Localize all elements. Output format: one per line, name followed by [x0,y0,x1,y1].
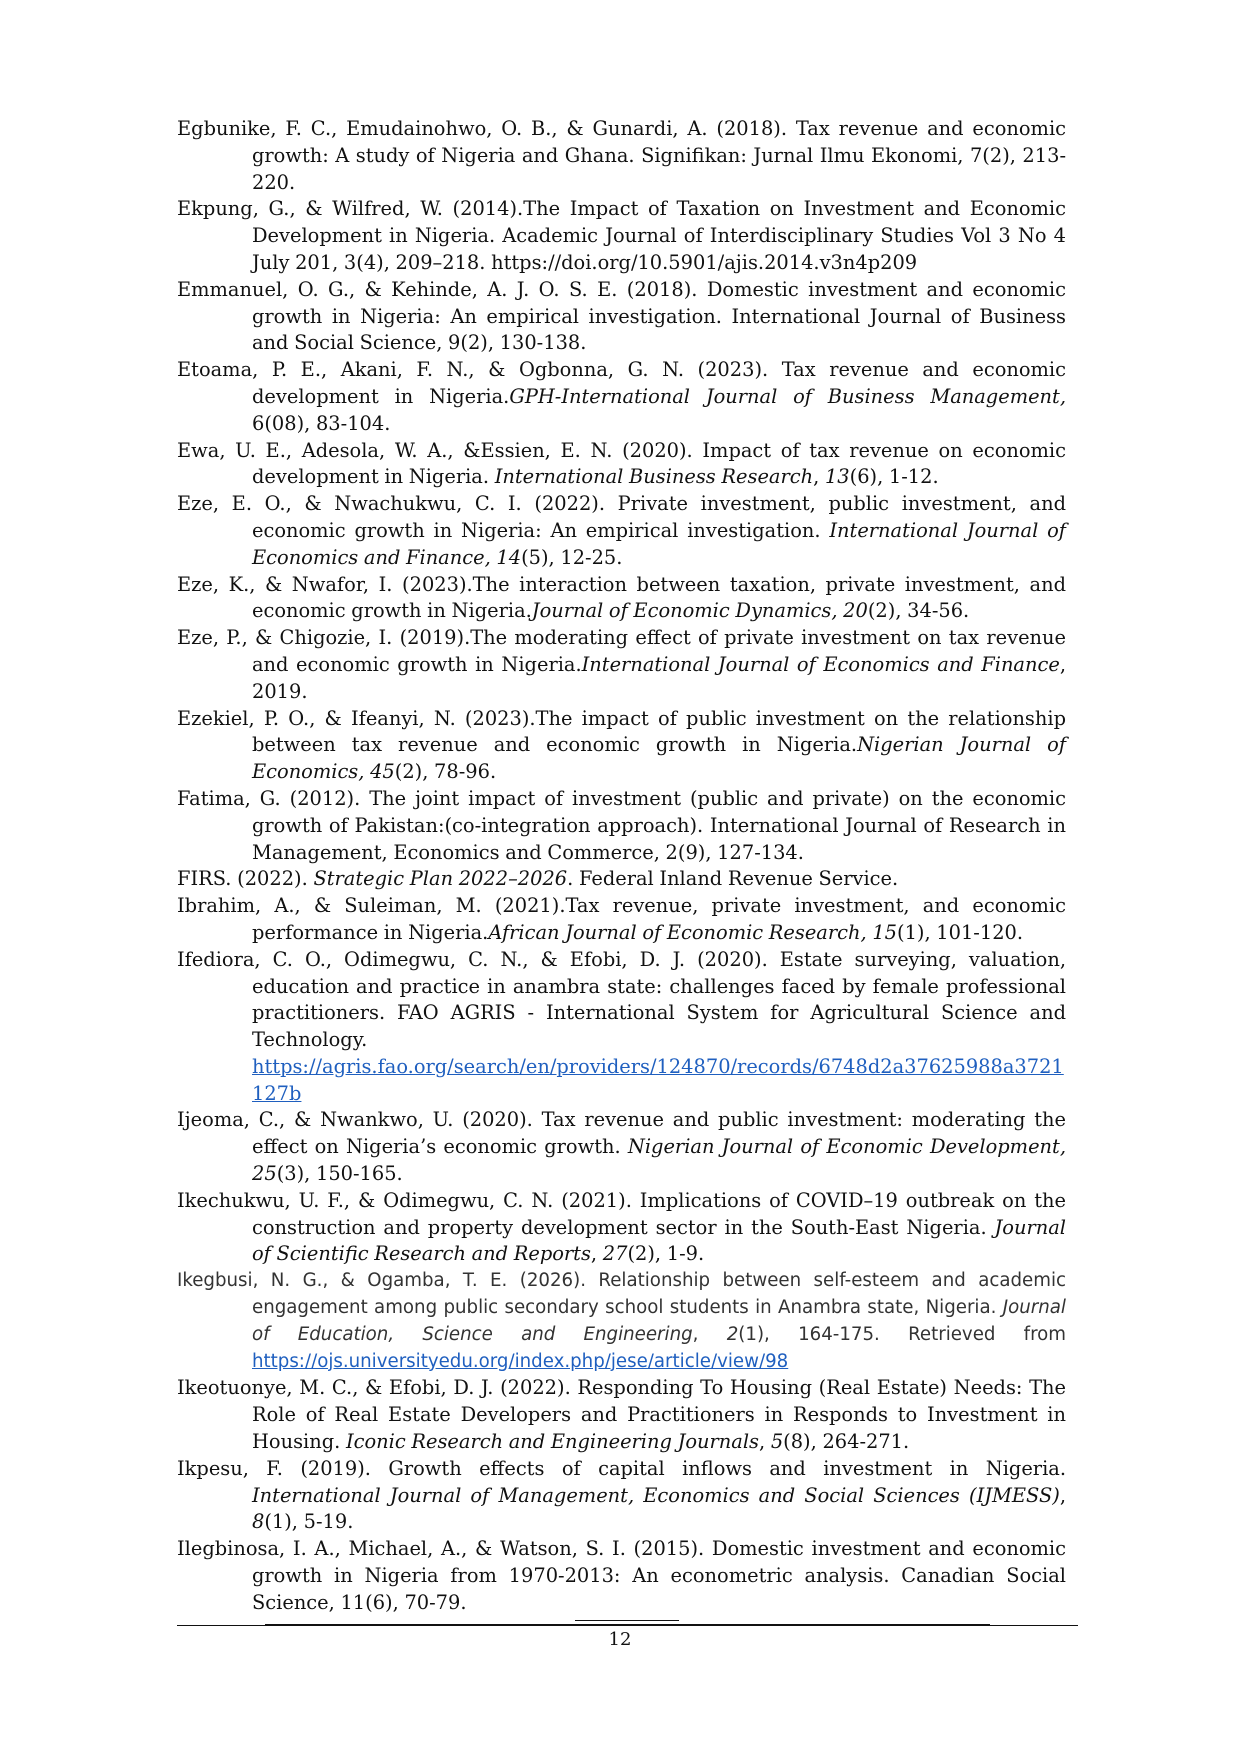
reference-italic-text: International Business Research [494,465,814,489]
page-number: 12 [608,1629,632,1650]
reference-entry [177,1188,1066,1268]
reference-italic-text: African Journal of Economic Research, 15 [488,920,897,944]
reference-text: , 2019. [252,652,1066,703]
reference-entry [177,706,1066,786]
reference-text: Fatima, G. (2012). The joint impact of investment (public and private) on the economic growth of Pakistan:(co-integration approach). International Journal of Research in Management, Economics and Commerce, 2(9), 127-134. [177,786,1066,864]
reference-italic-text: 5 [770,1430,784,1454]
reference-entry [177,277,1066,357]
reference-text: Etoama, P. E., Akani, F. N., & Ogbonna, G. N. (2023). Tax revenue and economic development in Nigeria. [177,358,1066,408]
reference-text: (5), 12-25. [521,545,623,569]
reference-text: (8), 264-271. [783,1430,910,1454]
reference-entry [177,866,1066,893]
reference-text: Ibrahim, A., & Suleiman, M. (2021).Tax revenue, private investment, and economic performance in Nigeria. [177,894,1066,944]
reference-entry [177,947,1066,1108]
reference-text: FIRS. (2022). [177,867,314,891]
reference-italic-text: 27 [602,1242,628,1266]
reference-entry [177,491,1066,571]
reference-text: , [758,1430,771,1454]
reference-text: . Federal Inland Revenue Service. [567,867,899,891]
reference-entry [177,357,1066,437]
reference-entry [177,1107,1066,1187]
reference-text: Ikegbusi, N. G., & Ogamba, T. E. (2026). Relationship between self-esteem and academic engagement among public secondary school students in Anambra state, Nigeria. [177,1270,1066,1319]
reference-text: , [1059,1483,1066,1507]
reference-italic-text: Nigerian Journal of Economic Development, 25 [252,1135,1066,1186]
reference-entry [177,1536,1066,1616]
reference-text: , [590,1242,603,1266]
reference-entry [177,625,1066,705]
reference-entry [177,116,1066,196]
reference-text: Ijeoma, C., & Nwankwo, U. (2020). Tax revenue and public investment: moderating the effect on Nigeria’s economic growth. [177,1108,1066,1159]
reference-italic-text: Strategic Plan 2022–2026 [313,867,568,891]
reference-entry [177,786,1066,866]
reference-text: (6), 1-12. [849,465,939,489]
reference-text: (3), 150-165. [276,1162,403,1186]
reference-text: Eze, K., & Nwafor, I. (2023).The interaction between taxation, private investment, and economic growth in Nigeria. [177,572,1066,623]
reference-entry [177,1268,1066,1375]
reference-entry [177,572,1066,626]
footer-rule-thick [265,1624,990,1626]
reference-entry [177,438,1066,492]
reference-entry [177,196,1066,276]
reference-italic-text: International Journal of Management, Economics and Social Sciences (IJMESS) [252,1483,1060,1507]
reference-text: (1), 5-19. [264,1510,354,1534]
reference-entry [177,893,1066,947]
reference-link[interactable]: https://agris.fao.org/search/en/providers/124870/records/6748d2a37625988a3721127b [252,1054,1064,1105]
reference-italic-text: Journal of Education, Science and Engineering [252,1297,1066,1345]
reference-text: Ilegbinosa, I. A., Michael, A., & Watson, S. I. (2015). Domestic investment and economic growth in Nigeria from 1970-2013: An econometric analysis. Canadian Social Science, 11(6), 70-79. [177,1537,1066,1614]
reference-list [177,116,1066,1617]
reference-text: 6(08), 83-104. [252,411,391,435]
reference-text: Ikpesu, F. (2019). Growth effects of capital inflows and investment in Nigeria. [177,1456,1066,1480]
reference-entry [177,1375,1066,1455]
reference-text: (2), 34-56. [867,599,970,623]
reference-italic-text: 2 [726,1323,739,1345]
reference-italic-text: 8 [252,1510,265,1534]
reference-text: Ifediora, C. O., Odimegwu, C. N., & Efobi, D. J. (2020). Estate surveying, valuation, education and practice in anambra state: challenges faced by female professional practitioners. FAO AGRIS - International System for Agricultural Science and Technology. [177,947,1066,1052]
reference-link[interactable]: https://ojs.universityedu.org/index.php/jese/article/view/98 [252,1350,789,1372]
reference-text: Ezekiel, P. O., & Ifeanyi, N. (2023).The impact of public investment on the relationship between tax revenue and economic growth in Nigeria. [177,706,1066,757]
reference-text: (2), 1-9. [627,1242,705,1266]
reference-text: Ikechukwu, U. F., & Odimegwu, C. N. (2021). Implications of COVID–19 outbreak on the construction and property development sector in the South-East Nigeria. [177,1188,1066,1239]
reference-text: (1), 101-120. [897,920,1024,944]
reference-text: Egbunike, F. C., Emudainohwo, O. B., & Gunardi, A. (2018). Tax revenue and economic growth: A study of Nigeria and Ghana. Signifikan: Jurnal Ilmu Ekonomi, 7(2), 213-220. [177,117,1066,194]
reference-italic-text: Nigerian Journal of Economics, 45 [252,733,1066,784]
reference-italic-text: Iconic Research and Engineering Journals [345,1430,759,1454]
reference-text: Ikeotuonye, M. C., & Efobi, D. J. (2022). Responding To Housing (Real Estate) Needs: The Role of Real Estate Developers and Practitioners in Responds to Investment in Housing. [177,1376,1066,1454]
reference-italic-text: Journal of Economic Dynamics, 20 [531,599,868,623]
reference-text: Eze, E. O., & Nwachukwu, C. I. (2022). Private investment, public investment, and economic growth in Nigeria: An empirical investigation. [177,492,1066,542]
reference-text: (2), 78-96. [394,760,497,784]
footer-short-rule [575,1620,679,1621]
reference-text: , [692,1323,727,1345]
reference-text: Ekpung, G., & Wilfred, W. (2014).The Impact of Taxation on Investment and Economic Development in Nigeria. Academic Journal of Interdisciplinary Studies Vol 3 No 4 July 201, 3(4), 209–218. https://doi.org/10.5901/ajis.2014.v3n4p209 [177,197,1066,274]
reference-italic-text: 13 [824,465,850,489]
reference-italic-text: GPH-International Journal of Business Management, [509,384,1066,408]
reference-text: (1), 164-175. Retrieved from [738,1323,1066,1345]
reference-text: , [813,465,825,489]
reference-text: Eze, P., & Chigozie, I. (2019).The moderating effect of private investment on tax revenue and economic growth in Nigeria. [177,626,1066,676]
reference-italic-text: International Journal of Economics and Finance [581,652,1060,676]
reference-text: Ewa, U. E., Adesola, W. A., &Essien, E. N. (2020). Impact of tax revenue on economic development in Nigeria. [177,438,1066,489]
reference-italic-text: Journal of Scientific Research and Reports [252,1215,1066,1266]
reference-italic-text: International Journal of Economics and Finance, 14 [252,518,1066,569]
reference-text: Emmanuel, O. G., & Kehinde, A. J. O. S. E. (2018). Domestic investment and economic growth in Nigeria: An empirical investigation. International Journal of Business and Social Science, 9(2), 130-138. [177,277,1066,355]
reference-entry [177,1456,1066,1536]
